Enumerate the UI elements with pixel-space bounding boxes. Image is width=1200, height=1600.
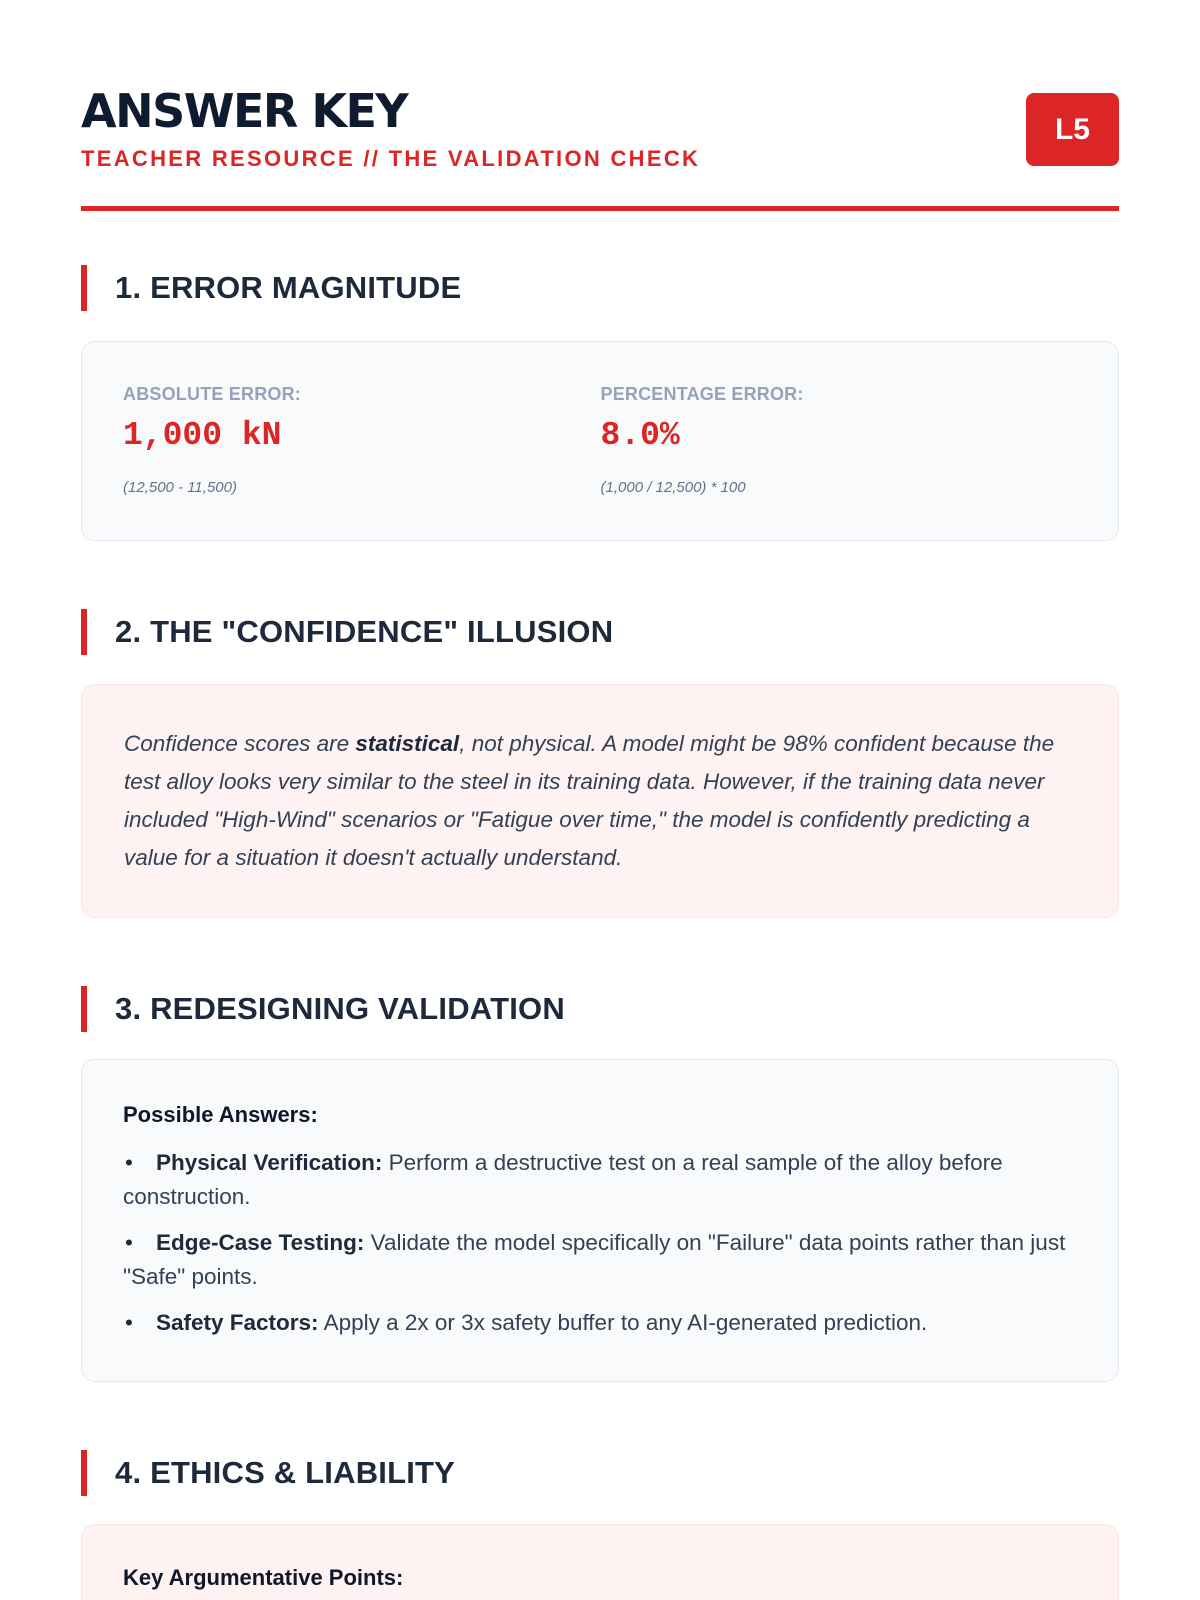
answer-term: Edge-Case Testing: [156, 1230, 365, 1255]
section-title: 4. ETHICS & LIABILITY [115, 1455, 456, 1490]
confidence-text-bold: statistical [355, 731, 460, 756]
section-title: 3. REDESIGNING VALIDATION [115, 991, 565, 1026]
validation-answers-card [81, 1059, 1119, 1382]
absolute-error-formula: (12,500 - 11,500) [123, 479, 237, 496]
confidence-text-end: , not physical. A model might be 98% confident because the test alloy looks very similar to the steel in its training data. However, if the training data never included "High-Wind" scenarios or "Fatigue over time," the model is confidently predicting a value for a situation it doesn't actually understand. [124, 731, 1055, 870]
percentage-error-block [601, 384, 1079, 540]
confidence-text-start: Confidence scores are [124, 731, 356, 756]
section-accent-bar [81, 609, 87, 655]
list-item [123, 1226, 1078, 1294]
percentage-error-label: PERCENTAGE ERROR: [600, 384, 804, 404]
section-title: 1. ERROR MAGNITUDE [115, 270, 462, 305]
list-item [123, 1306, 1078, 1340]
error-magnitude-card [81, 341, 1119, 541]
bullet-icon: • [125, 1230, 133, 1255]
page-title: ANSWER KEY [81, 84, 408, 138]
section-accent-bar [81, 986, 87, 1032]
answer-term: Safety Factors: [156, 1310, 319, 1335]
answer-term: Physical Verification: [156, 1150, 383, 1175]
bullet-icon: • [125, 1150, 133, 1175]
section-accent-bar [81, 1450, 87, 1496]
percentage-error-value: 8.0% [600, 417, 680, 454]
page-header [81, 84, 1119, 206]
confidence-explanation-card [81, 684, 1119, 918]
bullet-icon: • [125, 1310, 133, 1335]
section-accent-bar [81, 265, 87, 311]
answer-text: Apply a 2x or 3x safety buffer to any AI-generated prediction. [318, 1310, 928, 1335]
ethics-lead: Key Argumentative Points: [123, 1565, 404, 1590]
lesson-badge: L5 [1026, 93, 1119, 166]
ethics-card [81, 1524, 1119, 1600]
answer-text: Perform a destructive test on a real sample of the alloy before construction. [123, 1150, 1003, 1209]
section-ethics-heading [81, 1450, 1119, 1496]
absolute-error-label: ABSOLUTE ERROR: [123, 384, 301, 404]
percentage-error-formula: (1,000 / 12,500) * 100 [600, 479, 746, 496]
section-error-magnitude-heading [81, 265, 1119, 311]
section-validation-heading [81, 986, 1119, 1032]
page-subtitle: TEACHER RESOURCE // THE VALIDATION CHECK [81, 146, 701, 171]
absolute-error-value: 1,000 kN [123, 417, 282, 454]
header-divider [81, 206, 1119, 211]
answers-list [123, 1146, 1078, 1340]
answer-text: Validate the model specifically on "Failure" data points rather than just "Safe" points. [123, 1230, 1066, 1289]
list-item [123, 1146, 1078, 1214]
absolute-error-block [123, 384, 601, 540]
section-confidence-heading [81, 609, 1119, 655]
section-title: 2. THE "CONFIDENCE" ILLUSION [115, 614, 614, 649]
answers-lead: Possible Answers: [123, 1102, 318, 1127]
